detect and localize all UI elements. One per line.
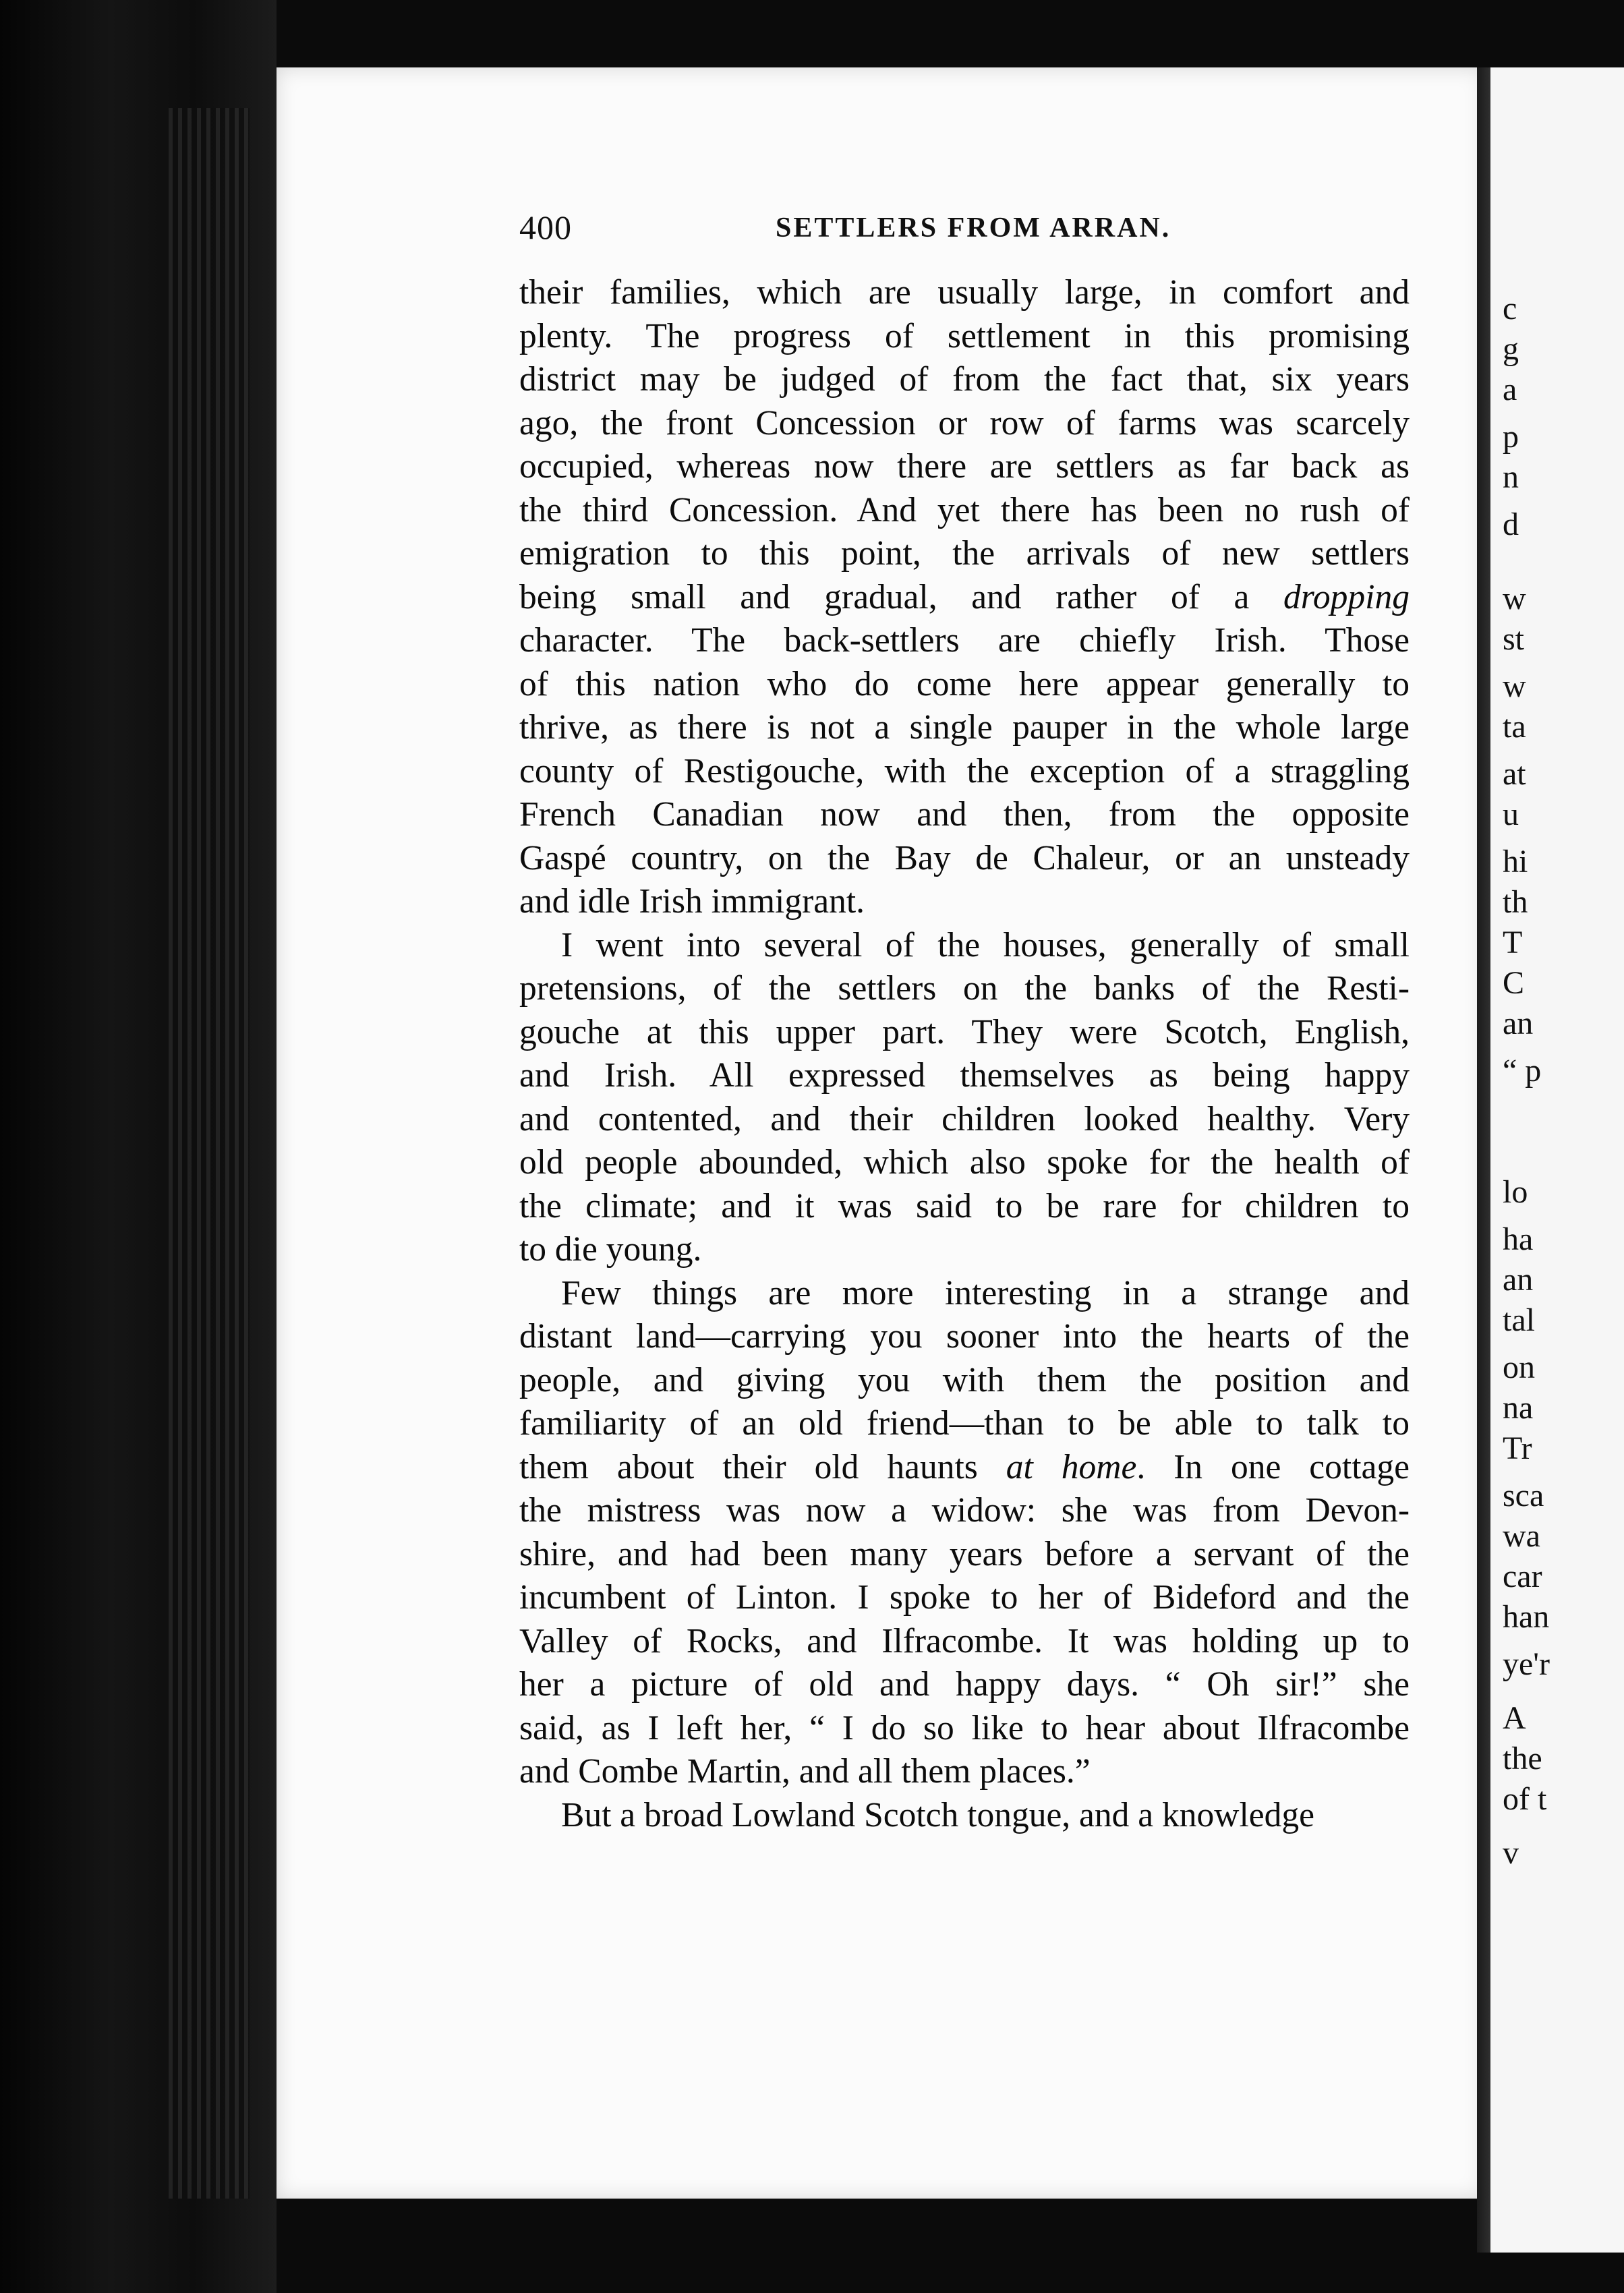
text-segment: gouche at this upper part. They were Scotch, English, <box>519 1012 1410 1051</box>
facing-page-fragment: Tr <box>1503 1430 1532 1466</box>
italic-text: at home <box>1006 1447 1137 1486</box>
text-segment: distant land—carrying you sooner into the hearts of the <box>519 1317 1410 1356</box>
facing-page-fragment: car <box>1503 1559 1542 1594</box>
text-segment: occupied, whereas now there are settlers as far back as <box>519 447 1410 486</box>
text-line <box>519 1663 1410 1707</box>
facing-page-fragment: an <box>1503 1262 1534 1298</box>
text-line <box>519 1402 1410 1446</box>
facing-page-fragment: “ p <box>1503 1053 1542 1089</box>
facing-page-fragment: a <box>1503 372 1517 407</box>
text-segment: But a broad Lowland Scotch tongue, and a knowledge <box>561 1795 1314 1834</box>
text-line <box>519 1141 1410 1185</box>
text-line <box>519 706 1410 750</box>
text-segment: people, and giving you with them the position and <box>519 1360 1410 1399</box>
text-segment: the mistress was now a widow: she was from Devon- <box>519 1491 1410 1530</box>
binding-edge <box>169 108 250 2199</box>
text-segment: to die young. <box>519 1230 702 1269</box>
text-segment: the climate; and it was said to be rare for children to <box>519 1186 1410 1225</box>
facing-page-fragment: u <box>1503 796 1519 832</box>
facing-page <box>1490 67 1624 2253</box>
facing-page-fragment: A <box>1503 1700 1526 1736</box>
text-segment: thrive, as there is not a single pauper in the whole large <box>519 708 1410 747</box>
facing-page-fragment: p <box>1503 419 1519 455</box>
text-line <box>519 1794 1410 1838</box>
facing-page-fragment: sca <box>1503 1478 1544 1513</box>
text-line <box>519 663 1410 707</box>
facing-page-fragment: on <box>1503 1349 1535 1385</box>
facing-page-fragment: c <box>1503 291 1517 326</box>
text-line <box>519 532 1410 576</box>
text-line <box>519 445 1410 489</box>
text-line <box>519 489 1410 533</box>
facing-page-fragment: st <box>1503 621 1525 657</box>
facing-page-fragment: v <box>1503 1835 1519 1871</box>
text-segment: incumbent of Linton. I spoke to her of Bideford and the <box>519 1578 1410 1617</box>
page-number: 400 <box>519 208 572 246</box>
text-line <box>519 576 1410 620</box>
text-line <box>519 1576 1410 1620</box>
text-segment: and idle Irish immigrant. <box>519 882 865 921</box>
text-segment: plenty. The progress of settlement in this promising <box>519 316 1410 355</box>
text-line <box>519 1228 1410 1272</box>
running-head: SETTLERS FROM ARRAN. <box>776 212 1171 243</box>
text-segment: shire, and had been many years before a servant of the <box>519 1534 1410 1573</box>
text-segment: them about their old haunts <box>519 1447 1006 1486</box>
page-header <box>519 202 1410 256</box>
text-segment: and Combe Martin, and all them places.” <box>519 1752 1091 1791</box>
text-segment: old people abounded, which also spoke for the health of <box>519 1143 1410 1182</box>
facing-page-fragment: wa <box>1503 1518 1540 1554</box>
text-line <box>519 1272 1410 1316</box>
text-segment: . In one cottage <box>1136 1447 1410 1486</box>
text-segment: of this nation who do come here appear generally to <box>519 664 1410 703</box>
text-line <box>519 1054 1410 1098</box>
facing-page-fragment: d <box>1503 506 1519 542</box>
facing-page-fragment: tal <box>1503 1302 1535 1338</box>
text-segment: and Irish. All expressed themselves as being happy <box>519 1056 1410 1095</box>
text-line <box>519 315 1410 359</box>
italic-text: dropping <box>1283 577 1410 616</box>
text-line <box>519 924 1410 968</box>
text-segment: Valley of Rocks, and Ilfracombe. It was holding up to <box>519 1621 1410 1660</box>
text-line <box>519 1620 1410 1664</box>
facing-page-fragment: na <box>1503 1390 1534 1426</box>
facing-page-fragment: w <box>1503 581 1526 616</box>
text-line <box>519 880 1410 924</box>
text-line <box>519 402 1410 446</box>
body-text <box>519 271 1410 1837</box>
text-line <box>519 1185 1410 1229</box>
text-segment: character. The back-settlers are chiefly Irish. Those <box>519 621 1410 660</box>
text-line <box>519 1533 1410 1577</box>
text-segment: her a picture of old and happy days. “ Oh sir!” she <box>519 1665 1410 1704</box>
text-line <box>519 1750 1410 1794</box>
facing-page-fragment: ha <box>1503 1221 1534 1257</box>
text-segment: their families, which are usually large, in comfort and <box>519 273 1410 312</box>
text-segment: pretensions, of the settlers on the banks of the Resti- <box>519 969 1410 1008</box>
facing-page-fragment: hi <box>1503 844 1528 879</box>
text-line <box>519 1011 1410 1055</box>
text-segment: the third Concession. And yet there has been no rush of <box>519 490 1410 529</box>
facing-page-fragment: C <box>1503 965 1525 1001</box>
text-segment: ago, the front Concession or row of farms was scarcely <box>519 403 1410 442</box>
facing-page-fragment: an <box>1503 1006 1534 1041</box>
facing-page-fragment: of t <box>1503 1781 1547 1817</box>
text-segment: Gaspé country, on the Bay de Chaleur, or an unsteady <box>519 838 1410 877</box>
text-line <box>519 1315 1410 1359</box>
facing-page-fragment: T <box>1503 925 1523 960</box>
text-segment: French Canadian now and then, from the opposite <box>519 795 1410 834</box>
text-segment: district may be judged of from the fact that, six years <box>519 360 1410 399</box>
text-line <box>519 1359 1410 1403</box>
facing-page-fragment: ye'r <box>1503 1646 1550 1682</box>
facing-page-fragment: the <box>1503 1741 1542 1776</box>
text-segment: emigration to this point, the arrivals of new settlers <box>519 534 1410 573</box>
facing-page-fragment: lo <box>1503 1174 1528 1210</box>
text-line <box>519 1707 1410 1751</box>
text-segment: said, as I left her, “ I do so like to hear about Ilfracombe <box>519 1708 1410 1747</box>
text-line <box>519 837 1410 881</box>
text-line <box>519 619 1410 663</box>
facing-page-fragment: at <box>1503 756 1526 792</box>
facing-page-fragment: g <box>1503 331 1519 367</box>
text-line <box>519 967 1410 1011</box>
facing-page-fragment: th <box>1503 884 1528 920</box>
text-line <box>519 750 1410 794</box>
text-line <box>519 1446 1410 1490</box>
text-segment: being small and gradual, and rather of a <box>519 577 1284 616</box>
text-line <box>519 793 1410 837</box>
text-segment: county of Restigouche, with the exception of a straggling <box>519 751 1410 790</box>
text-segment: and contented, and their children looked healthy. Very <box>519 1099 1410 1138</box>
facing-page-fragment: ta <box>1503 709 1526 745</box>
facing-page-fragment: han <box>1503 1599 1550 1635</box>
facing-page-fragment: n <box>1503 459 1519 495</box>
facing-page-fragment: w <box>1503 668 1526 704</box>
text-segment: I went into several of the houses, generally of small <box>561 925 1410 964</box>
text-line <box>519 1489 1410 1533</box>
text-line <box>519 1098 1410 1142</box>
text-segment: familiarity of an old friend—than to be able to talk to <box>519 1404 1410 1443</box>
text-segment: Few things are more interesting in a strange and <box>561 1273 1410 1312</box>
text-line <box>519 271 1410 315</box>
text-line <box>519 358 1410 402</box>
